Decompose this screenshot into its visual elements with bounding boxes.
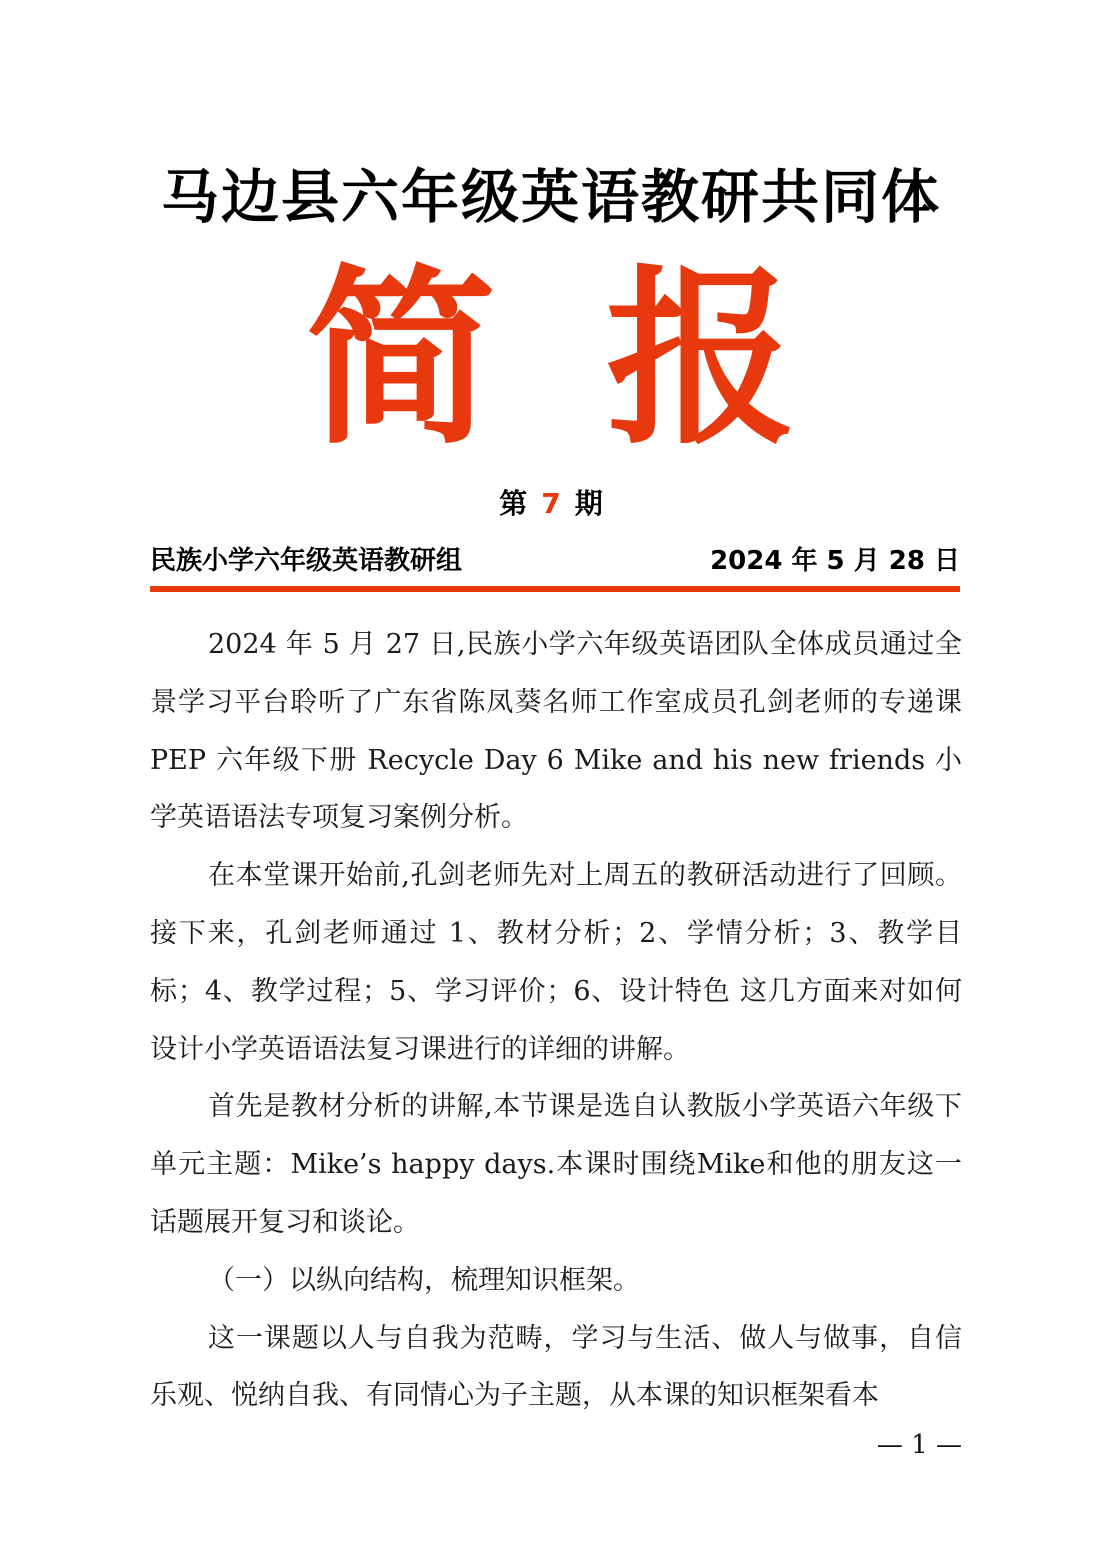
paragraph-1: 2024 年 5 月 27 日,民族小学六年级英语团队全体成员通过全景学习平台聆听了广东省陈凤葵名师工作室成员孔剑老师的专递课 PEP 六年级下册 Recycle Day 6 Mike and his new friends 小学英语语法专项复习案例分析。 [150,629,962,834]
organization-title: 马边县六年级英语教研共同体 [160,163,941,231]
paragraph-4: 这一课题以人与自我为范畴，学习与生活、做人与做事，自信乐观、悦纳自我、有同情心为子主题，从本课的知识框架看本 [150,1322,962,1412]
paragraph-2: 在本堂课开始前,孔剑老师先对上周五的教研活动进行了回顾。接下来，孔剑老师通过 1、教材分析；2、学情分析；3、教学目标；4、教学过程；5、学习评价；6、设计特色 这几方面来对如何设计小学英语语法复习课进行的详细的讲解。 [150,860,962,1065]
issue-number [0,482,1102,522]
issue-number-value: 7 [541,487,561,520]
article-body [150,616,962,1425]
header-meta-row [150,540,960,580]
issue-prefix: 第 [499,487,528,520]
issue-suffix: 期 [574,487,603,520]
paragraph-3: 首先是教材分析的讲解,本节课是选自认教版小学英语六年级下单元主题：Mike’s happy days.本课时围绕Mike和他的朋友这一话题展开复习和谈论。 [150,1091,962,1238]
page-number: — 1 — [876,1430,962,1460]
section-heading: （一）以纵向结构，梳理知识框架。 [208,1264,640,1296]
research-group: 民族小学六年级英语教研组 [150,546,463,576]
bulletin-title: 简报 [305,249,906,470]
issue-date: 2024 年 5 月 28 日 [710,546,960,576]
red-divider [150,586,960,592]
